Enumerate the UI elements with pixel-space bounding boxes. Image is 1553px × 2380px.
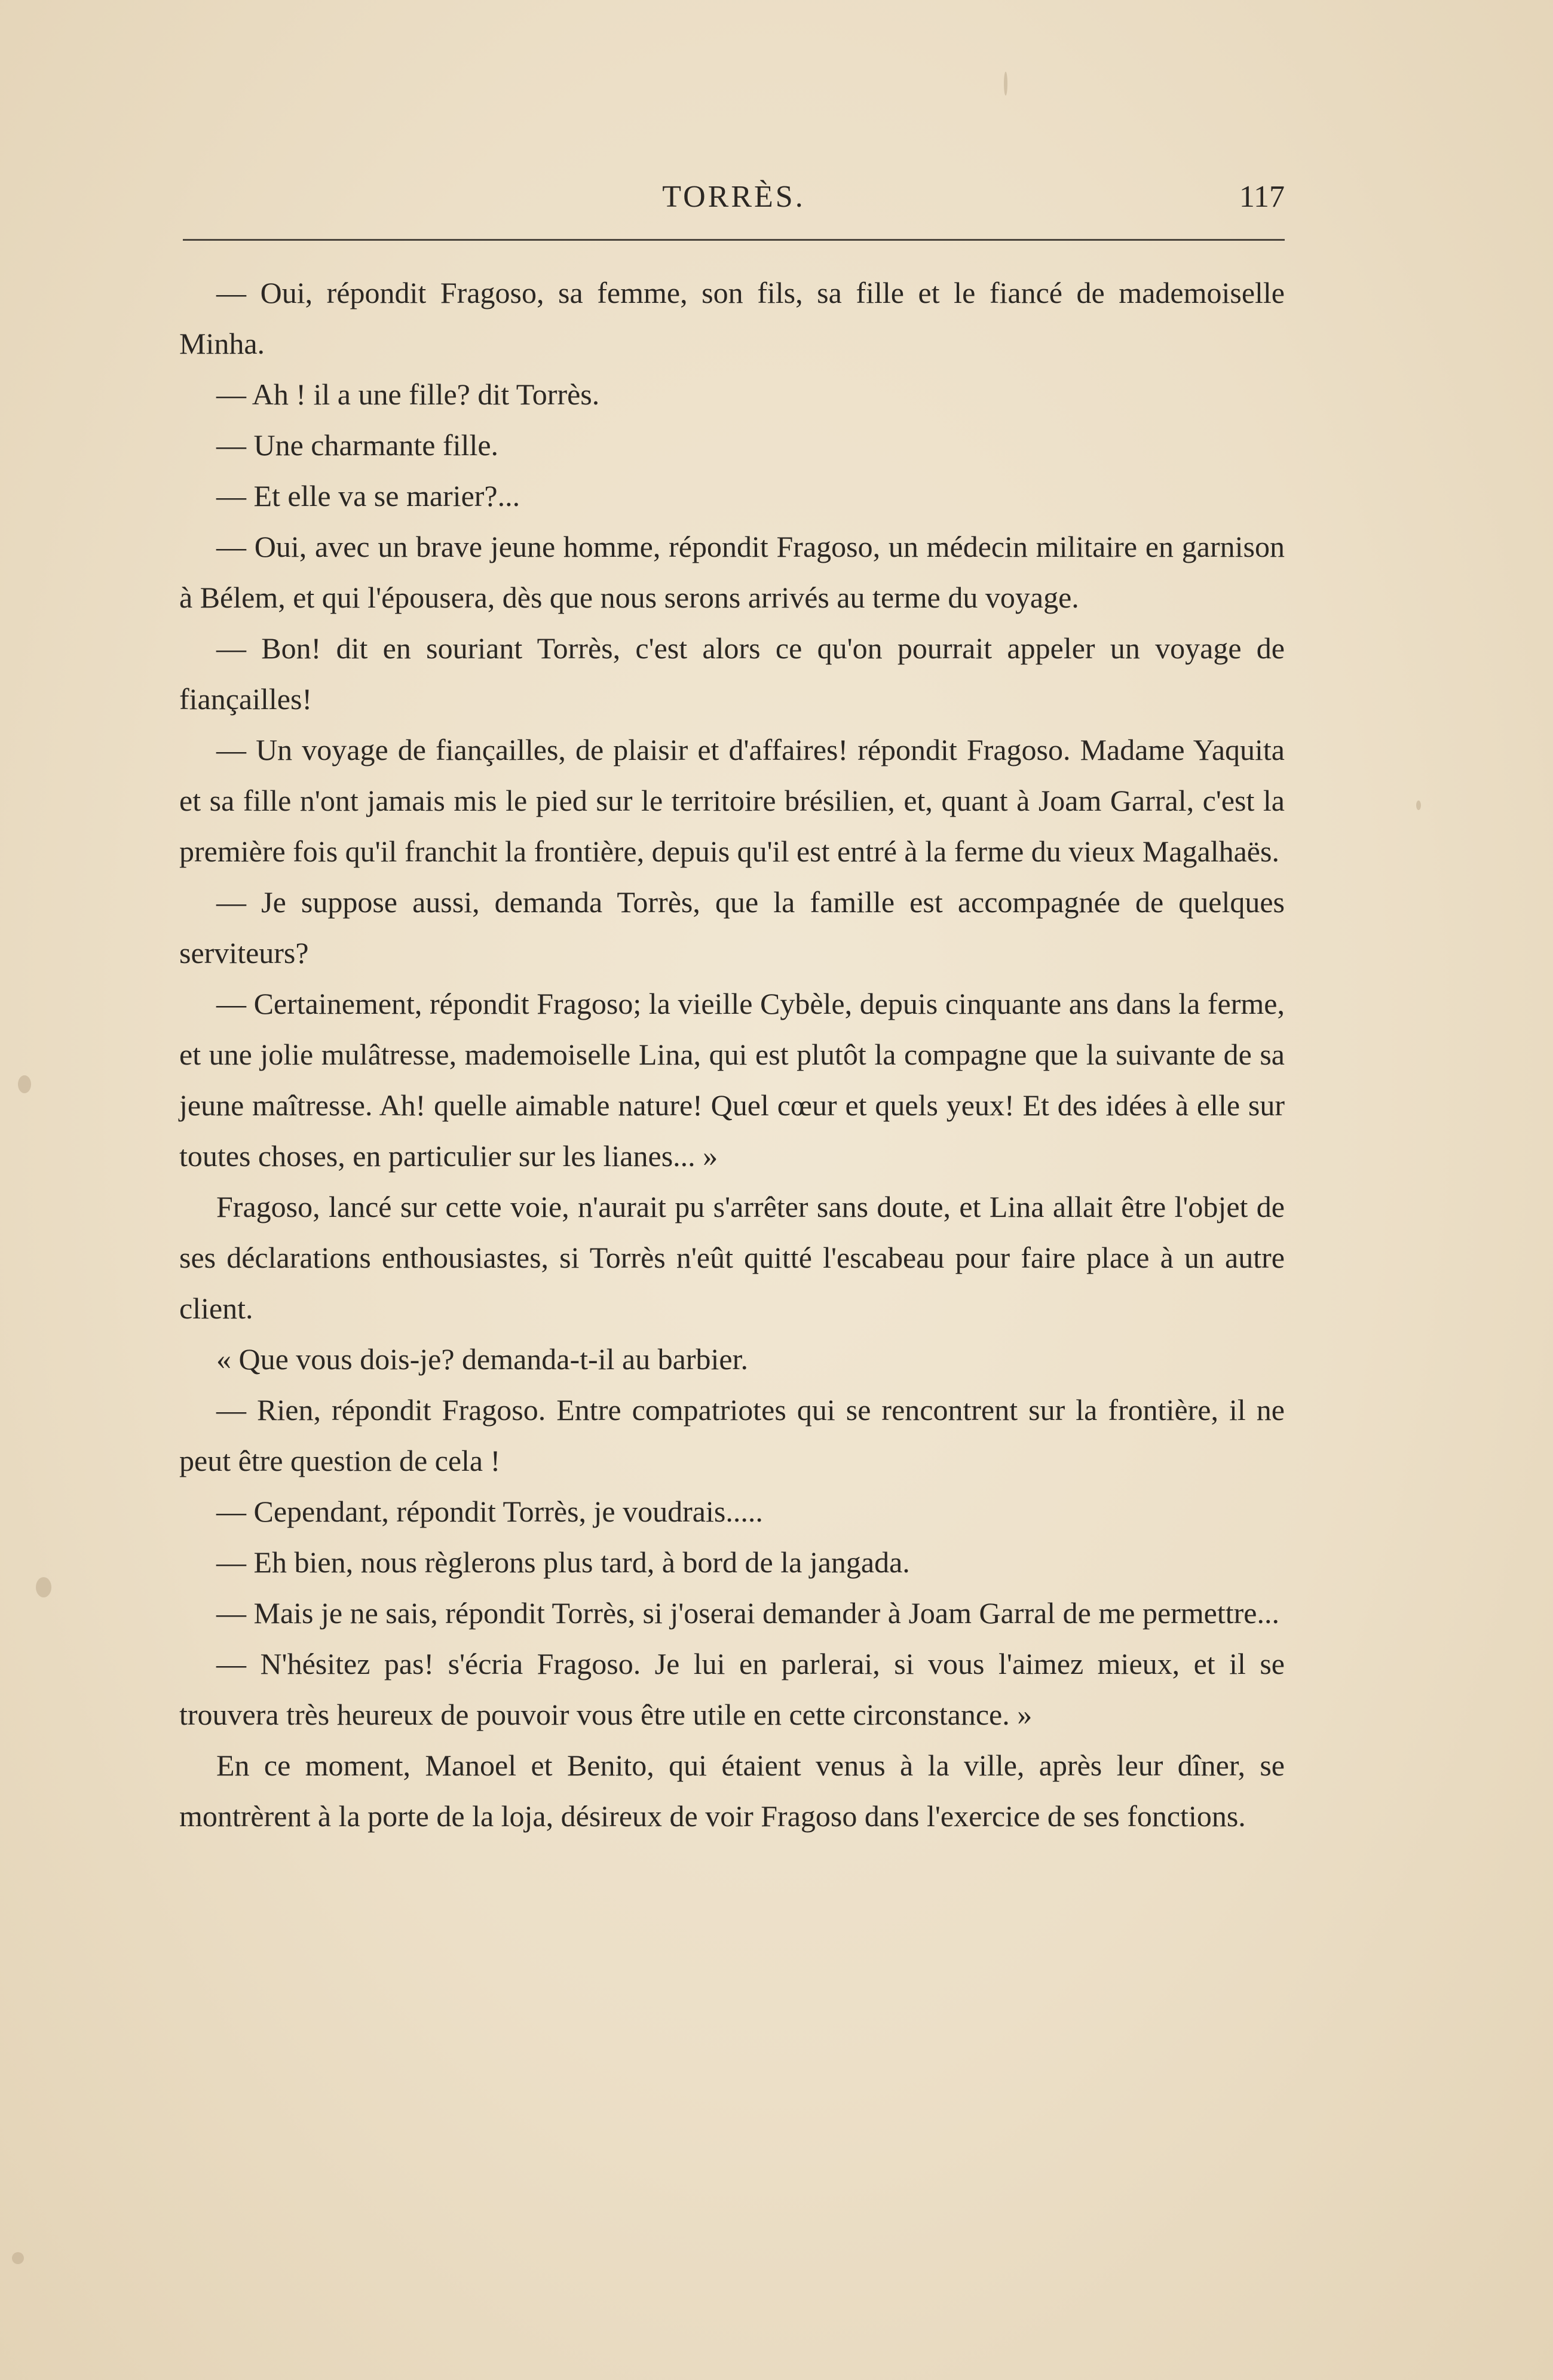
paper-speck [1004, 72, 1007, 96]
paragraph: — Mais je ne sais, répondit Torrès, si j'oserai demander à Joam Garral de me permettre... [216, 1596, 1280, 1630]
body-text [179, 268, 1285, 1842]
paragraph: — Bon! dit en souriant Torrès, c'est alors ce qu'on pourrait appeler un voyage de fiançailles! [179, 631, 1285, 716]
paragraph: Fragoso, lancé sur cette voie, n'aurait pu s'arrêter sans doute, et Lina allait être l'objet de ses déclarations enthousiastes, si Torrès n'eût quitté l'escabeau pour faire place à un autre client. [179, 1190, 1285, 1325]
paper-speck [12, 2252, 24, 2264]
paragraph: — Ah ! il a une fille? dit Torrès. [216, 378, 600, 411]
paragraph: — Oui, répondit Fragoso, sa femme, son fils, sa fille et le fiancé de mademoiselle Minha. [179, 276, 1285, 360]
paper-speck [18, 1075, 31, 1093]
paragraph: En ce moment, Manoel et Benito, qui étaient venus à la ville, après leur dîner, se montrèrent à la porte de la loja, désireux de voir Fragoso dans l'exercice de ses fonctions. [179, 1749, 1285, 1833]
running-header [183, 179, 1285, 227]
paragraph: — Eh bien, nous règlerons plus tard, à bord de la jangada. [216, 1545, 910, 1579]
chapter-title: TORRÈS. [662, 180, 805, 214]
paper-speck [1416, 801, 1421, 810]
paragraph: « Que vous dois-je? demanda-t-il au barbier. [216, 1342, 748, 1376]
paragraph: — Je suppose aussi, demanda Torrès, que la famille est accompagnée de quelques serviteurs? [179, 885, 1285, 970]
paragraph: — N'hésitez pas! s'écria Fragoso. Je lui en parlerai, si vous l'aimez mieux, et il se trouvera très heureux de pouvoir vous être utile en cette circonstance. » [179, 1647, 1285, 1731]
paragraph: — Un voyage de fiançailles, de plaisir et d'affaires! répondit Fragoso. Madame Yaquita et sa fille n'ont jamais mis le pied sur le territoire brésilien, et, quant à Joam Garral, c'est la première fois qu'il franchit la frontière, depuis qu'il est entré à la ferme du vieux Magalhaës. [179, 733, 1285, 868]
paragraph: — Rien, répondit Fragoso. Entre compatriotes qui se rencontrent sur la frontière, il ne peut être question de cela ! [179, 1393, 1285, 1477]
paragraph: — Et elle va se marier?... [216, 479, 520, 513]
paper-speck [36, 1577, 51, 1597]
paragraph: — Cependant, répondit Torrès, je voudrais..... [216, 1495, 763, 1528]
page-number: 117 [1239, 180, 1285, 214]
paragraph: — Oui, avec un brave jeune homme, répondit Fragoso, un médecin militaire en garnison à Bélem, et qui l'épousera, dès que nous serons arrivés au terme du voyage. [179, 530, 1285, 614]
paragraph: — Certainement, répondit Fragoso; la vieille Cybèle, depuis cinquante ans dans la ferme, et une jolie mulâtresse, mademoiselle Lina, qui est plutôt la compagne que la suivante de sa jeune maîtresse. Ah! quelle aimable nature! Quel cœur et quels yeux! Et des idées à elle sur toutes choses, en particulier sur les lianes... » [179, 987, 1285, 1173]
header-rule [183, 239, 1285, 241]
paragraph: — Une charmante fille. [216, 428, 499, 462]
